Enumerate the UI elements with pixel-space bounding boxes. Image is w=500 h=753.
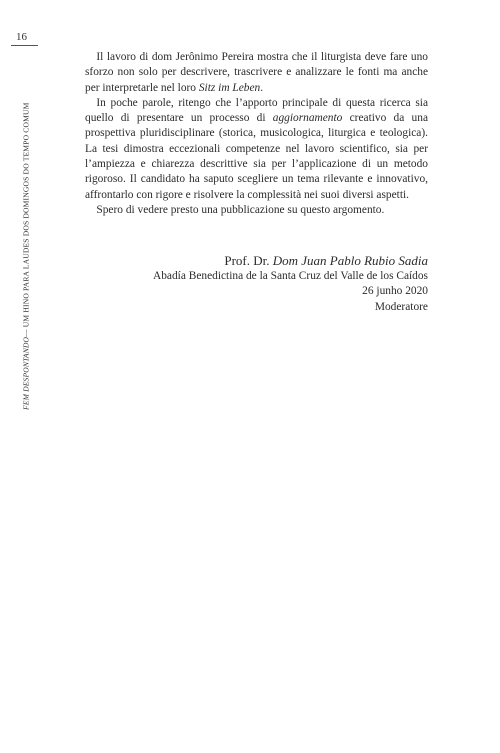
signature-block xyxy=(153,253,428,315)
paragraph-3 xyxy=(85,203,428,218)
paragraph-1-italic: Sitz im Leben xyxy=(198,81,261,94)
signature-institution: Abadía Benedictina de la Santa Cruz del Valle de los Caídos xyxy=(153,270,428,282)
paragraph-2 xyxy=(85,96,428,203)
signature-person: Dom Juan Pablo Rubio Sadia xyxy=(272,253,428,268)
paragraph-1 xyxy=(85,50,428,96)
paragraph-1-end: . xyxy=(260,81,264,94)
signature-title: Prof. Dr. xyxy=(224,253,273,268)
running-head-subtitle: — UM HINO PARA LAUDES DOS DOMINGOS DO TEMPO COMUM xyxy=(21,102,31,337)
paragraph-3-text: Spero di vedere presto una pubblicazione su questo argomento. xyxy=(96,203,385,216)
paragraph-1-text: Il lavoro di dom Jerônimo Pereira mostra che il liturgista deve fare uno sforzo non solo per descrivere, trascrivere e analizzare le fonti ma anche per interpretarle nel loro xyxy=(85,51,428,94)
signature-role: Moderatore xyxy=(374,300,428,313)
running-head-title: FEM DESPONTANDO xyxy=(21,336,31,410)
running-head xyxy=(19,55,33,410)
body-text xyxy=(85,50,428,218)
page-number: 16 xyxy=(16,31,27,43)
paragraph-2-text: In poche parole, ritengo che l’apporto principale di questa ricerca sia quello di presentare un processo di xyxy=(85,96,428,125)
signature-name xyxy=(153,253,428,269)
paragraph-2-end: creativo da una prospettiva pluridisciplinare (storica, musicologica, liturgica e teologica). La tesi dimostra eccezionali competenze nel lavoro scientifico, sia per l’ampiezza e chiarezza descrittive sia per l’applicazione di un metodo rigoroso. Il candidato ha saputo scegliere un tema rilevante e innovativo, affrontarlo con rigore e risolvere la complessità nei suoi diversi aspetti. xyxy=(85,112,428,201)
paragraph-2-italic: aggiornamento xyxy=(272,112,343,125)
signature-date: 26 junho 2020 xyxy=(362,285,428,298)
running-head-rule xyxy=(11,45,38,46)
